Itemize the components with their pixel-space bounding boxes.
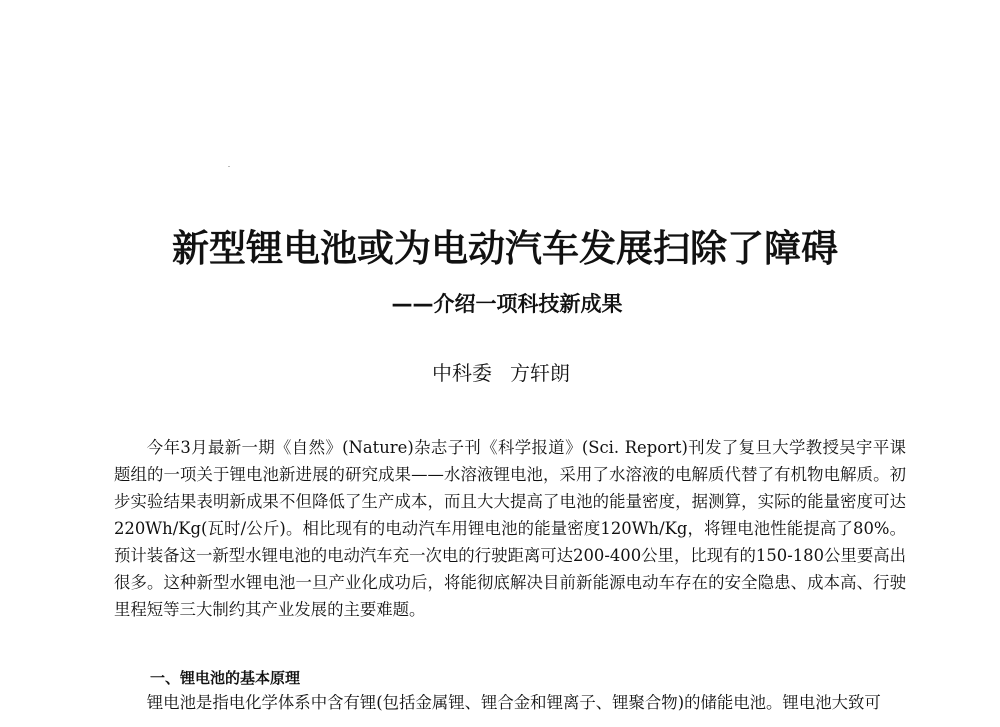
article-body bbox=[114, 434, 906, 623]
section-body bbox=[114, 689, 906, 716]
article-subtitle: ——介绍一项科技新成果 bbox=[391, 292, 623, 316]
author-name: 中科委 bbox=[432, 361, 492, 385]
body-paragraph: 锂电池是指电化学体系中含有锂(包括金属锂、锂合金和锂离子、锂聚合物)的储能电池。锂电池大致可 bbox=[146, 693, 881, 712]
article-title: 新型锂电池或为电动汽车发展扫除了障碍 bbox=[172, 227, 838, 270]
scan-speck bbox=[228, 166, 230, 167]
author-line bbox=[432, 357, 632, 386]
body-paragraph: 今年3月最新一期《自然》(Nature)杂志子刊《科学报道》(Sci. Report)刊发了复旦大学教授吴宇平课题组的一项关于锂电池新进展的研究成果——水溶液锂电池，采用了水溶液的电解质代替了有机物电解质。初步实验结果表明新成果不但降低了生产成本，而且大大提高了电池的能量密度，据测算，实际的能量密度可达220Wh/Kg(瓦时/公斤)。相比现有的电动汽车用锂电池的能量密度120Wh/Kg，将锂电池性能提高了80%。预计装备这一新型水锂电池的电动汽车充一次电的行驶距离可达200-400公里，比现有的150-180公里要高出很多。这种新型水锂电池一旦产业化成功后，将能彻底解决目前新能源电动车存在的安全隐患、成本高、行驶里程短等三大制约其产业发展的主要难题。 bbox=[114, 438, 906, 619]
author-name: 方轩朗 bbox=[510, 361, 570, 385]
section-heading: 一、锂电池的基本原理 bbox=[150, 669, 301, 687]
